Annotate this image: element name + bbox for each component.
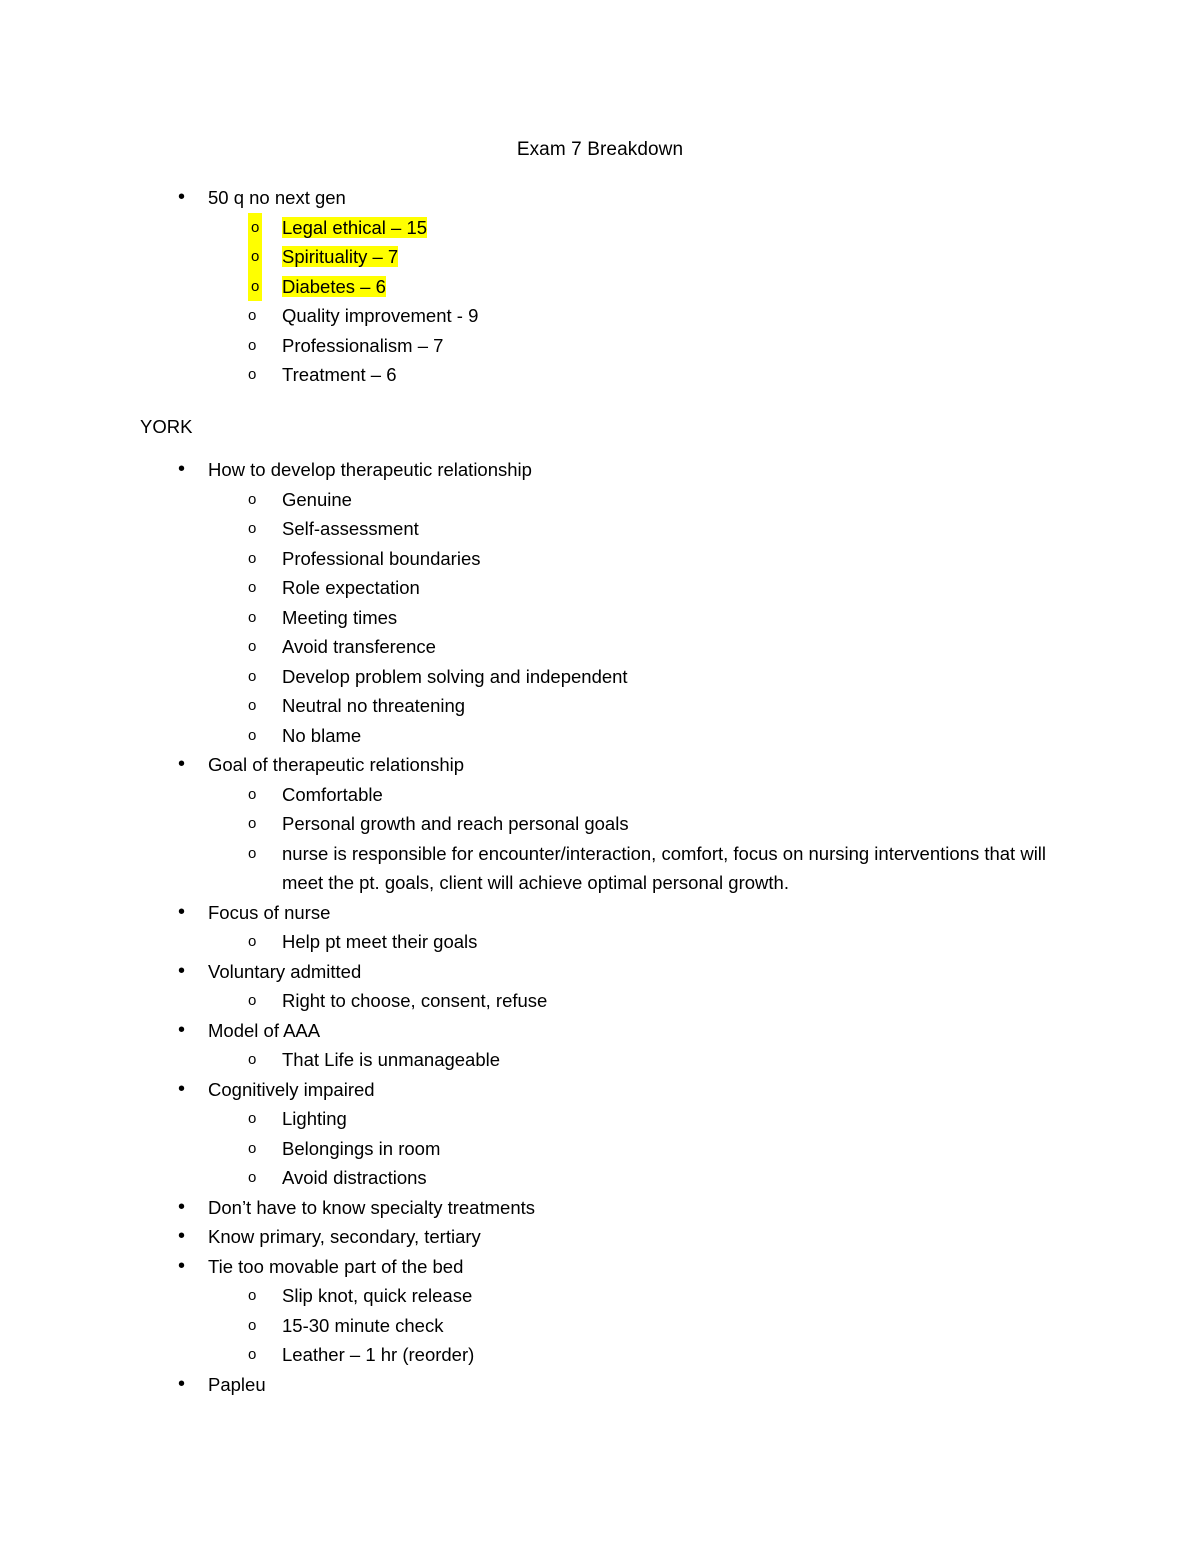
- outline-subbullet: [208, 927, 1060, 957]
- outline-subbullet: [208, 986, 1060, 1016]
- outline-bullet: [140, 183, 1060, 390]
- outline-bullet-label: • Don’t have to know specialty treatments: [208, 1193, 1060, 1223]
- outline-subbullet: [208, 721, 1060, 751]
- outline-subbullet-highlighted: [208, 213, 1060, 243]
- outline-bullet-label: • Papleu: [208, 1370, 1060, 1400]
- outline-bullet-label: • Model of AAA: [208, 1016, 1060, 1046]
- outline-subbullet: [208, 1104, 1060, 1134]
- outline-subbullet: [208, 301, 1060, 331]
- outline-subbullet: [208, 1311, 1060, 1341]
- outline-subbullet-label: Self-assessment: [282, 518, 419, 539]
- outline-subbullet-highlighted: [208, 272, 1060, 302]
- outline-bullet: [140, 1075, 1060, 1193]
- outline-subbullet: [208, 603, 1060, 633]
- outline-subbullet: [208, 1134, 1060, 1164]
- outline-subbullet-label: Belongings in room: [282, 1137, 441, 1159]
- outline-bullet: [140, 1016, 1060, 1075]
- outline-sublist: [208, 213, 1060, 390]
- outline-subbullet-label: Quality improvement - 9: [282, 305, 479, 326]
- outline-sublist: [208, 485, 1060, 751]
- outline-subbullet-label: Diabetes – 6: [282, 275, 386, 297]
- outline-subbullet-label: Right to choose, consent, refuse: [282, 990, 548, 1011]
- outline-subbullet-label: Develop problem solving and independent: [282, 665, 628, 687]
- outline-bullet-label: • Tie too movable part of the bed: [208, 1252, 1060, 1282]
- outline-subbullet: [208, 1340, 1060, 1370]
- outline-sublist: [208, 1104, 1060, 1193]
- outline-bullet-label: • Voluntary admitted: [208, 957, 1060, 987]
- page-title: Exam 7 Breakdown: [516, 139, 684, 160]
- outline-bullet-label: • How to develop therapeutic relationship: [208, 455, 1060, 485]
- outline-subbullet-label: Treatment – 6: [282, 364, 397, 385]
- outline-list-body: [140, 455, 1060, 1399]
- outline-bullet: [140, 1193, 1060, 1223]
- outline-subbullet-label: Avoid transference: [282, 636, 436, 657]
- outline-bullet: [140, 1222, 1060, 1252]
- outline-subbullet-label: Professionalism – 7: [282, 334, 444, 356]
- section-label-york: YORK: [140, 415, 193, 437]
- outline-subbullet-label: Avoid distractions: [282, 1167, 427, 1188]
- outline-subbullet-label: Personal growth and reach personal goals: [282, 813, 629, 834]
- outline-subbullet: [208, 809, 1060, 839]
- outline-sublist: [208, 780, 1060, 898]
- outline-sublist: [208, 927, 1060, 957]
- outline-subbullet: [208, 544, 1060, 574]
- outline-subbullet-label: Meeting times: [282, 606, 398, 628]
- outline-subbullet-label: No blame: [282, 724, 362, 746]
- outline-subbullet-highlighted: [208, 242, 1060, 272]
- outline-bullet: [140, 1252, 1060, 1370]
- outline-bullet-label: • Know primary, secondary, tertiary: [208, 1222, 1060, 1252]
- outline-bullet: [140, 750, 1060, 898]
- outline-subbullet: [208, 1045, 1060, 1075]
- outline-subbullet-label: 15-30 minute check: [282, 1314, 444, 1336]
- outline-subbullet-label: Genuine: [282, 488, 352, 510]
- outline-subbullet: [208, 331, 1060, 361]
- outline-subbullet: [208, 485, 1060, 515]
- outline-subbullet-label: Comfortable: [282, 783, 383, 805]
- outline-bullet-label: • Focus of nurse: [208, 898, 1060, 928]
- outline-list-top: [140, 183, 1060, 390]
- outline-subbullet: [208, 573, 1060, 603]
- outline-subbullet: [208, 632, 1060, 662]
- outline-sublist: [208, 986, 1060, 1016]
- outline-subbullet-label: Leather – 1 hr (reorder): [282, 1344, 475, 1365]
- outline-bullet: [140, 898, 1060, 957]
- outline-subbullet-label: Lighting: [282, 1108, 347, 1129]
- outline-subbullet-label: Legal ethical – 15: [282, 216, 428, 238]
- outline-subbullet: [208, 514, 1060, 544]
- outline-subbullet: [208, 662, 1060, 692]
- outline-subbullet-label: That Life is unmanageable: [282, 1049, 501, 1070]
- outline-subbullet-label: Role expectation: [282, 577, 420, 598]
- outline-bullet-label: • Goal of therapeutic relationship: [208, 750, 1060, 780]
- outline-bullet: [140, 957, 1060, 1016]
- outline-subbullet-label: nurse is responsible for encounter/interaction, comfort, focus on nursing interventions that will meet the pt. goals, client will achieve optimal personal growth.: [282, 842, 1047, 893]
- outline-subbullet: [208, 780, 1060, 810]
- outline-subbullet: [208, 1281, 1060, 1311]
- outline-subbullet: [208, 691, 1060, 721]
- outline-subbullet: [208, 1163, 1060, 1193]
- outline-bullet-label: • Cognitively impaired: [208, 1075, 1060, 1105]
- outline-subbullet-label: Neutral no threatening: [282, 695, 466, 716]
- outline-bullet: [140, 1370, 1060, 1400]
- outline-subbullet-label: Help pt meet their goals: [282, 931, 478, 952]
- outline-subbullet-label: Professional boundaries: [282, 547, 481, 569]
- outline-subbullet-label: Spirituality – 7: [282, 246, 399, 267]
- outline-subbullet: [208, 839, 1060, 898]
- outline-subbullet: [208, 360, 1060, 390]
- outline-bullet: [140, 455, 1060, 750]
- outline-subbullet-label: Slip knot, quick release: [282, 1285, 473, 1306]
- outline-sublist: [208, 1281, 1060, 1370]
- outline-sublist: [208, 1045, 1060, 1075]
- outline-bullet-label: • 50 q no next gen: [208, 183, 1060, 213]
